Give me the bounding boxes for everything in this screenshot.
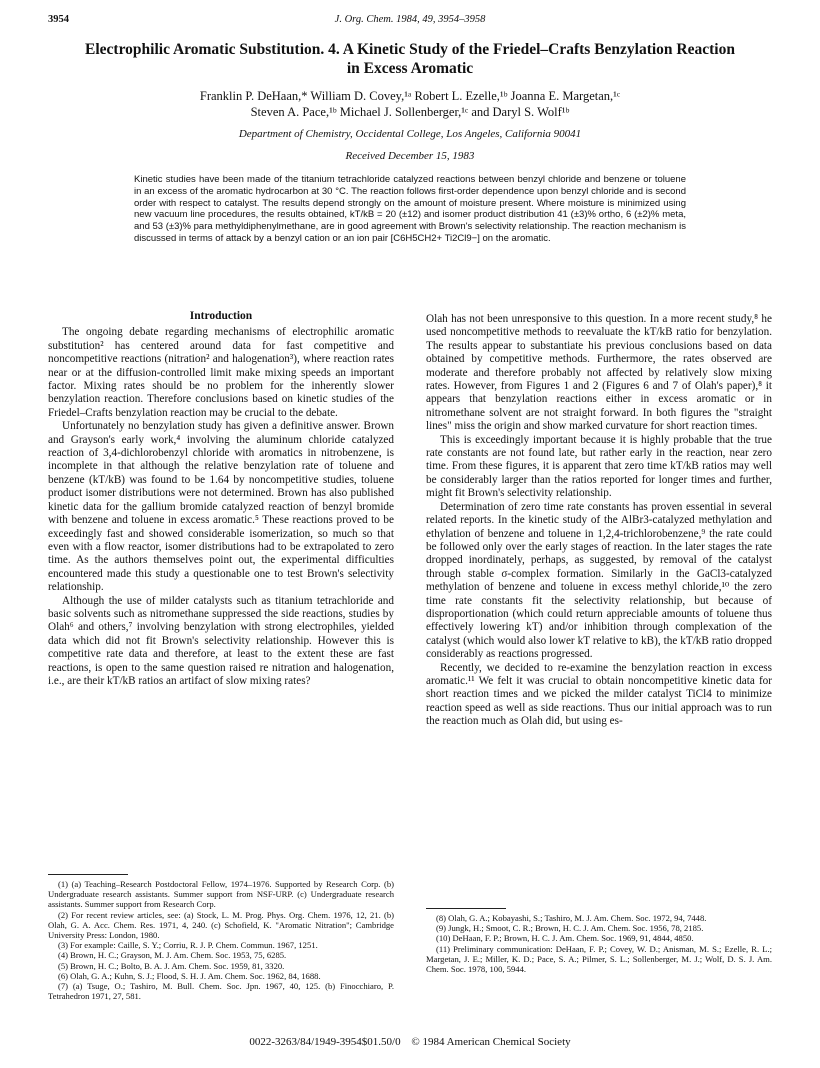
right-paragraph: Determination of zero time rate constants has proven essential in several related reports. In the kinetic study of the AlBr3-catalyzed methylation and ethylation of benzene and toluene in 1,2,4-trichlorobenzene,⁹ the rate could be followed only over the early stages of reaction. In the later stages the rate dropped inordinately, perhaps, as suggested, by removal of the catalyst through stable σ-complex formation. Similarly in the GaCl3-catalyzed methylation of benzene and toluene in excess methyl chloride,¹⁰ the zero time rate constants fit the selectivity relationship, but because of disproportionation (which could return appreciable amounts of toluene thus effectively lowering kT) and/or inhibition through complexation of the catalyst (which would also lower kT relative to kB), the kT/kB ratio dropped considerably as reactions progressed. bbox=[426, 500, 772, 661]
footnote-divider bbox=[48, 874, 128, 875]
right-column bbox=[426, 313, 772, 729]
running-head bbox=[48, 14, 772, 30]
footnote: (5) Brown, H. C.; Bolto, B. A. J. Am. Chem. Soc. 1959, 81, 3320. bbox=[58, 960, 285, 971]
footnote: (9) Jungk, H.; Smoot, C. R.; Brown, H. C. J. Am. Chem. Soc. 1956, 78, 2185. bbox=[436, 923, 704, 934]
received-date: Received December 15, 1983 bbox=[345, 150, 475, 162]
footnote: (11) Preliminary communication: DeHaan, F. P.; Covey, W. D.; Anisman, M. S.; Ezelle, R. L.; Margetan, J. E.; Miller, K. D.; Pace, S. A.; Pilmer, S. L.; Sollenberger, M. J.; Wolf, D. S. J. Am. Chem. Soc. 1978, 100, 5944. bbox=[426, 943, 772, 975]
authors-line-2: Steven A. Pace,¹ᵇ Michael J. Sollenberger,¹ᶜ and Daryl S. Wolf¹ᵇ bbox=[250, 105, 570, 119]
footnote: (8) Olah, G. A.; Kobayashi, S.; Tashiro, M. J. Am. Chem. Soc. 1972, 94, 7448. bbox=[436, 913, 707, 923]
journal-citation: J. Org. Chem. 1984, 49, 3954–3958 bbox=[334, 14, 486, 25]
footnote: (2) For recent review articles, see: (a) Stock, L. M. Prog. Phys. Org. Chem. 1976, 12, 21. (b) Olah, G. A. Acc. Chem. Res. 1971, 4, 240. (c) Schofield, K. "Aromatic Nitration"; Cambridge University Press: London, 1980. bbox=[48, 909, 394, 941]
copyright-notice: © 1984 American Chemical Society bbox=[411, 1036, 571, 1048]
section-heading-introduction: Introduction bbox=[189, 310, 253, 322]
left-column bbox=[48, 310, 394, 688]
right-paragraph: This is exceedingly important because it is highly probable that the true rate constants are not found late, but rather early in the reaction, near zero time. From these figures, it is apparent that zero time kT/kB ratios may well be considerably larger than the ratios reported for longer times and further, might fit Brown's selectivity relationship. bbox=[426, 433, 772, 500]
abstract: Kinetic studies have been made of the titanium tetrachloride catalyzed reactions between benzyl chloride and benzene or toluene in an excess of the aromatic hydrocarbon at 30 °C. The reaction follows first-order dependence upon benzyl chloride and is second order with respect to catalyst. The results depend strongly on the amount of moisture present. Where moisture is minimized using new vacuum line procedures, the results obtained, kT/kB = 20 (±12) and isomer product distribution 41 (±3)% ortho, 6 (±2)% meta, and 53 (±3)% para methyldiphenylmethane, are in good agreement with Brown's selectivity relationship. The reaction mechanism is discussed in terms of attack by a benzyl cation or an ion pair [C6H5CH2+ Ti2Cl9−] on the aromatic. bbox=[134, 174, 686, 244]
right-paragraph: Recently, we decided to re-examine the benzylation reaction in excess aromatic.¹¹ We felt it was crucial to obtain noncompetitive kinetic data for short reaction times and we picked the milder catalyst TiCl4 to minimize reaction speed as well as side reactions. Thus our initial approach was to run the reaction much as Olah did, but using es- bbox=[426, 661, 772, 728]
footnotes-right bbox=[426, 898, 772, 974]
article-title: Electrophilic Aromatic Substitution. 4. A Kinetic Study of the Friedel–Crafts Benzylation Reaction in Excess Aromatic bbox=[85, 41, 735, 77]
footnote: (7) (a) Tsuge, O.; Tashiro, M. Bull. Chem. Soc. Jpn. 1967, 40, 125. (b) Finocchiaro, P. Tetrahedron 1971, 27, 581. bbox=[48, 981, 394, 1002]
author-list bbox=[100, 88, 720, 120]
page-number: 3954 bbox=[48, 14, 69, 25]
footnote-divider bbox=[426, 908, 506, 909]
footnote: (3) For example: Caille, S. Y.; Corriu, R. J. P. Chem. Commun. 1967, 1251. bbox=[58, 940, 318, 951]
left-paragraph: Unfortunately no benzylation study has given a definitive answer. Brown and Grayson's early work,⁴ involving the aluminum chloride catalyzed reaction of 3,4-dichlorobenzyl chloride with aromatics in nitrobenzene, is incomplete in that although the relative benzylation rate of toluene and benzene (kT/kB) was found to be 1.64 by noncompetitive studies, toluene product isomer distributions were not determined. Brown has also published kinetic data for the gallium bromide catalyzed reaction of benzyl bromide with benzene and toluene in excess aromatic.⁵ These reactions proved to be exceedingly fast and showed considerable isomerization, so much so that even with a flow reactor, isomer distributions had to be extrapolated to zero time. As the authors themselves point out, the experimental difficulties encountered made this study a questionable one to test Brown's selectivity relationship. bbox=[48, 420, 394, 594]
affiliation: Department of Chemistry, Occidental College, Los Angeles, California 90041 bbox=[238, 128, 582, 140]
footnote: (6) Olah, G. A.; Kuhn, S. J.; Flood, S. H. J. Am. Chem. Soc. 1962, 84, 1688. bbox=[58, 970, 321, 981]
article-code: 0022-3263/84/1949-3954$01.50/0 bbox=[249, 1036, 401, 1048]
footnotes-left bbox=[48, 864, 394, 1001]
footnote: (4) Brown, H. C.; Grayson, M. J. Am. Chem. Soc. 1953, 75, 6285. bbox=[58, 950, 287, 961]
right-paragraph: Olah has not been unresponsive to this question. In a more recent study,⁸ he used noncompetitive methods to reevaluate the kT/kB ratio for benzylation. The results appear to substantiate his previous conclusions based on data obtained by competitive methods. Furthermore, the rates observed are moderate and therefore probably not affected by relatively slow mixing rates. However, from Figures 1 and 2 (Figures 6 and 7 of Olah's paper),⁸ it appears that benzylation reactions either in excess aromatic or in nitromethane solvent are not straight forward. In both figures the "straight lines" miss the origin and show marked curvature for short reaction times. bbox=[426, 313, 772, 433]
left-paragraph: The ongoing debate regarding mechanisms of electrophilic aromatic substitution² has centered around data for fast competitive and noncompetitive reactions (nitration² and halogenation³), where reaction rates near or at the diffusion-controlled limit make mixing speeds an important factor. Mixing rates should be no problem for the inherently slower benzylation reaction. Therefore conclusions based on kinetic studies of the Friedel–Crafts benzylation reaction may be crucial to the debate. bbox=[48, 326, 394, 419]
footnote: (1) (a) Teaching–Research Postdoctoral Fellow, 1974–1976. Supported by Research Corp. (b) Undergraduate research assistants. Summer support from NSF-URP. (c) Undergraduate research assistants. Summer support from Research Corp. bbox=[48, 879, 394, 910]
left-paragraph: Although the use of milder catalysts such as titanium tetrachloride and basic solvents such as nitromethane suppressed the side reactions, studies by Olah⁶ and others,⁷ involving benzylation with strong electrophiles, yielded data which did not fit Brown's selectivity relationship. However this is competitive rate data and therefore, at least to the extent these are fast reactions, is open to the same question raised re nitration and halogenation, i.e., are their kT/kB ratios an artifact of slow mixing rates? bbox=[48, 594, 394, 687]
footnote: (10) DeHaan, F. P.; Brown, H. C. J. Am. Chem. Soc. 1969, 91, 4844, 4850. bbox=[436, 933, 694, 944]
page-footer bbox=[48, 1036, 772, 1048]
authors-line-1: Franklin P. DeHaan,* William D. Covey,¹ᵃ Robert L. Ezelle,¹ᵇ Joanna E. Margetan,¹ᶜ bbox=[199, 89, 621, 103]
